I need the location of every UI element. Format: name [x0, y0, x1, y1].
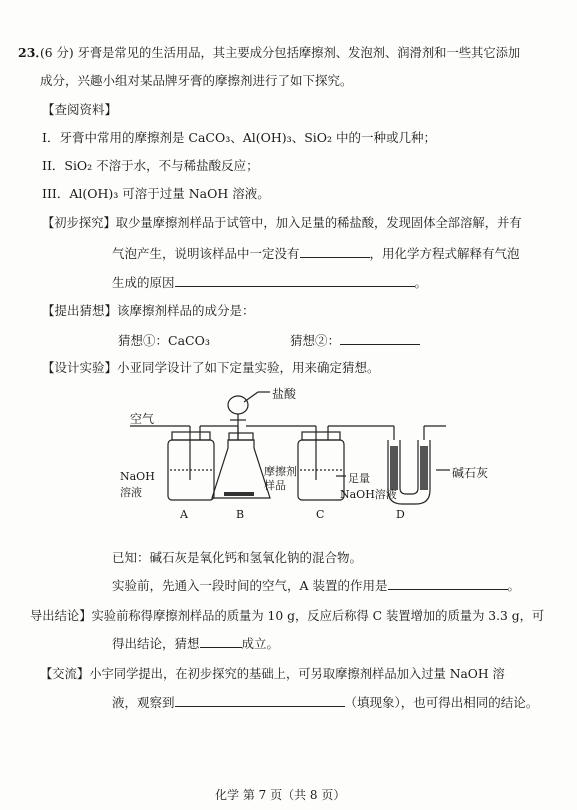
- sample-powder: [224, 492, 254, 496]
- label-sample-2: 样品: [264, 479, 286, 492]
- label-sodalime: 碱石灰: [452, 466, 489, 480]
- answer-blank-phenomenon[interactable]: [175, 695, 345, 707]
- hypothesis-2-label: 猜想②：: [290, 333, 341, 348]
- initial-exploration-text-2: ，用化学方程式解释有气泡: [369, 246, 520, 261]
- exchange-end: （填现象），也可得出相同的结论。: [344, 695, 539, 710]
- sodalime-right: [420, 446, 428, 490]
- hypothesis-title: 【提出猜想】该摩擦剂样品的成分是：: [42, 303, 255, 318]
- question-intro-line1: (6 分) 牙膏是常见的生活用品，其主要成分包括摩擦剂、发泡剂、润滑剂和一些其它添加: [40, 46, 521, 60]
- before-experiment-text: 实验前，先通入一段时间的空气，A 装置的作用是: [112, 578, 388, 593]
- reference-item-2: II．SiO₂ 不溶于水，不与稀盐酸反应；: [42, 158, 259, 173]
- before-experiment-end: 。: [507, 578, 521, 593]
- conclusion-end: 成立。: [241, 636, 280, 651]
- label-apparatus-d: D: [396, 508, 405, 521]
- reference-title: 【查阅资料】: [42, 102, 118, 117]
- exchange-line2: [112, 693, 538, 711]
- conclusion-line2: [112, 634, 279, 652]
- equation-end: 。: [414, 275, 428, 290]
- design-experiment: 【设计实验】小亚同学设计了如下定量实验，用来确定猜想。: [42, 360, 380, 375]
- label-naoh-c-1: 足量: [348, 472, 370, 485]
- label-sample-1: 摩擦剂: [264, 465, 297, 478]
- question-intro-line2: 成分，兴趣小组对某品牌牙膏的摩擦剂进行了如下探究。: [40, 73, 353, 88]
- conclusion-text: 得出结论，猜想: [112, 636, 200, 651]
- label-hcl: 盐酸: [272, 387, 297, 401]
- answer-blank-a-purpose[interactable]: [388, 578, 508, 590]
- initial-exploration-line1: 【初步探究】取少量摩擦剂样品于试管中，加入足量的稀盐酸，发现固体全部溶解，并有: [42, 216, 522, 230]
- exchange-line1: 【交流】小宇同学提出，在初步探究的基础上，可另取摩擦剂样品加入过量 NaOH 溶: [40, 667, 505, 681]
- label-air: 空气: [130, 412, 155, 426]
- label-apparatus-b: B: [236, 508, 245, 521]
- label-naoh-a-2: 溶液: [120, 486, 142, 499]
- label-naoh-c-2: NaOH溶液: [340, 488, 397, 501]
- hypothesis-1: 猜想①：CaCO₃: [118, 333, 210, 348]
- page-footer: 化学 第 7 页（共 8 页）: [215, 788, 346, 802]
- conclusion-line1: 导出结论】实验前称得摩擦剂样品的质量为 10 g，反应后称得 C 装置增加的质量为 3.3 g，可: [30, 609, 545, 623]
- before-experiment: [112, 576, 520, 594]
- reference-item-3: III．Al(OH)₃ 可溶于过量 NaOH 溶液。: [42, 186, 270, 201]
- equation-prompt: 生成的原因: [112, 275, 175, 290]
- reference-item-1: I．牙膏中常用的摩擦剂是 CaCO₃、Al(OH)₃、SiO₂ 中的一种或几种；: [42, 130, 436, 145]
- initial-exploration-text: 气泡产生，说明该样品中一定没有: [112, 246, 300, 261]
- label-apparatus-a: A: [180, 508, 188, 521]
- question-number: 23．: [18, 45, 48, 60]
- exchange-text: 液，观察到: [112, 695, 175, 710]
- sodalime-left: [390, 446, 398, 490]
- answer-blank-conclusion[interactable]: [200, 636, 242, 648]
- label-apparatus-c: C: [316, 508, 325, 521]
- known-info: 已知：碱石灰是氧化钙和氢氧化钠的混合物。: [112, 550, 363, 565]
- label-naoh-a-1: NaOH: [120, 470, 155, 483]
